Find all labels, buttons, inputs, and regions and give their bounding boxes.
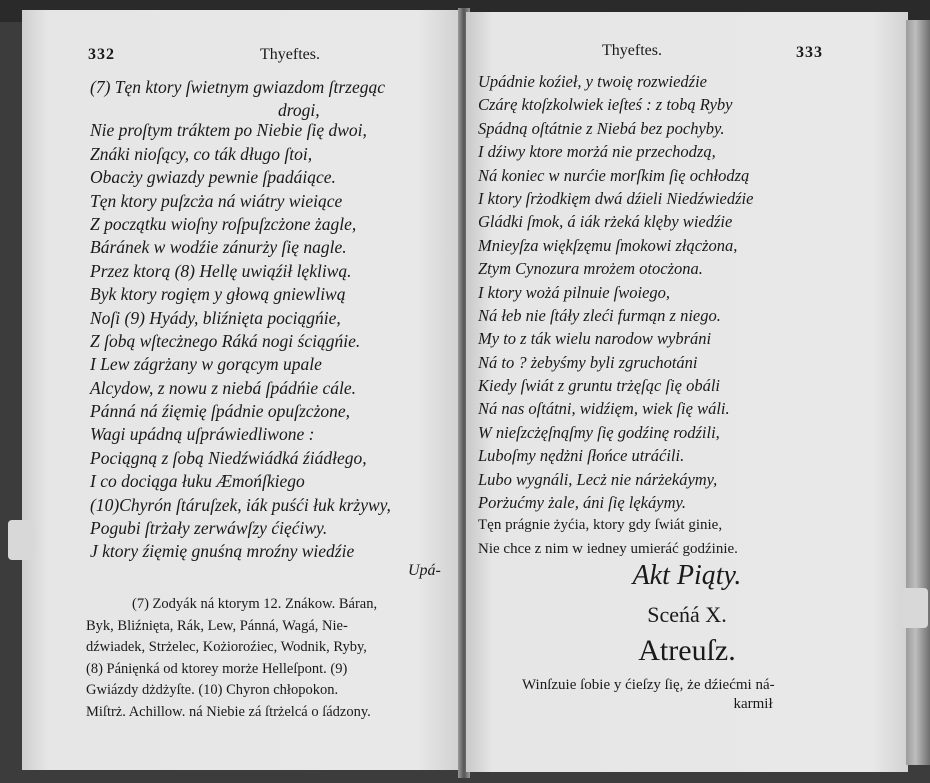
footnote-line: Miſtrż. Achillow. ná Niebie zá ſtrżelcá o ſádzony.: [86, 703, 371, 720]
verse-line: Z początku wioſny roſpuſzcżone żagle,: [90, 213, 357, 234]
verse-line: (10)Chyrón ſtáruſzek, iák puśći łuk krżywy,: [90, 494, 391, 515]
verse-line: Pánná ná źięmię ſpádnie opuſzcżone,: [90, 401, 351, 422]
verse-line: Z ſobą wſtecżnego Ráká nogi ściągńie.: [90, 330, 361, 351]
verse-line: Pogubi ſtrżały zerwáwſzy ćięćiwy.: [90, 518, 328, 539]
verse-line: Lubo wygnáli, Lecż nie nárżekáymy,: [478, 469, 718, 489]
footnote-line: dźwiadek, Strżelec, Kożioroźiec, Wodnik, Ryby,: [86, 639, 367, 655]
verse-line: Nie chce z nim w iedney umieráć godźinie.: [478, 540, 738, 557]
page-edge: [906, 20, 930, 765]
verse-line: Tęn prágnie żyćia, ktory gdy ſwiát ginie,: [478, 517, 723, 534]
verse-line: Spádną oſtátnie z Niebá bez pochyby.: [478, 118, 725, 138]
verse-line: Noſi (9) Hyády, bliźnięta pociągńie,: [90, 307, 341, 328]
verse-line: Luboſmy nędżni ſłońce utráćili.: [478, 446, 685, 466]
catchword: Upá-: [408, 562, 441, 579]
verse-line: Ná to ? żebyśmy byli zgruchotáni: [478, 352, 698, 372]
binding-tab: [8, 520, 34, 560]
page-number: 333: [796, 44, 823, 61]
footnote-line: Byk, Bliźnięta, Rák, Lew, Pánná, Wagá, Nie-: [86, 617, 348, 634]
verse-block: [478, 70, 753, 561]
act-heading: Akt Piąty.: [632, 560, 742, 591]
binding-tab: [902, 588, 928, 628]
running-head: Thyeftes.: [260, 46, 320, 63]
page-number: 332: [88, 46, 115, 63]
verse-line: Wagi upádną uſpráwiedliwone :: [90, 424, 315, 445]
verse-line: Znáki nioſący, co ták długo ſtoi,: [90, 143, 313, 164]
scene-heading: Sceńá X.: [647, 602, 727, 627]
verse-line: Upádnie koźieł, y twoię rozwiedźie: [478, 72, 707, 91]
verse-line: J ktory źięmię gnuśną mroźny wiedźie: [90, 541, 355, 562]
verse-line: Pociągną z ſobą Niedźwiádká źiádłego,: [90, 447, 367, 468]
verse-line: Ná koniec w nurćie morſkim ſię ochłodzą: [478, 165, 750, 185]
stage-direction: [522, 676, 775, 714]
right-page: [466, 12, 908, 772]
verse-line: Mnieyſza więkſzęmu ſmokowi złącżona,: [478, 235, 738, 255]
verse-line: Kiedy ſwiát z gruntu trżęſąc ſię obáli: [478, 376, 720, 396]
footnote-line: Gwiázdy dżdżyſte. (10) Chyron chłopokon.: [86, 682, 339, 698]
verse-line: Ztym Cynozura mrożem otocżona.: [478, 259, 703, 279]
verse-line: Nie proſtym tráktem po Niebie ſię dwoi,: [90, 120, 367, 141]
verse-line: W nieſzcżęſnąſmy ſię godźinę rodźili,: [478, 422, 720, 442]
verse-line: I dźiwy ktore morżá nie przechodzą,: [478, 142, 716, 162]
verse-line: Alcydow, z nowu z niebá ſpádńie cále.: [90, 377, 357, 398]
verse-line: I Lew zágrżany w gorącym upale: [90, 354, 322, 375]
verse-line: Ná nas oſtátni, widźięm, wiek ſię wáli.: [478, 399, 730, 419]
left-page: [22, 10, 462, 770]
stage-direction-line: karmił: [733, 696, 773, 712]
verse-line: Tęn ktory puſzcża ná wiátry wieiące: [90, 190, 343, 211]
verse-line: (7) Tęn ktory ſwietnym gwiazdom ſtrzegąc: [90, 77, 386, 97]
speaker-name: Atreuſz.: [638, 634, 736, 667]
verse-line: Báránek w wodźie zánurży ſię nagle.: [90, 237, 347, 258]
footnote-line: (7) Zodyák ná ktorym 12. Znákow. Báran,: [132, 596, 378, 612]
verse-block: [90, 76, 391, 564]
footnote-line: (8) Pánięnká od ktorey morże Helleſpont. (9): [86, 660, 348, 677]
verse-line: I ktory ſrżodkięm dwá dźieli Niedźwiedźie: [478, 188, 754, 208]
verse-line: Obacży gwiazdy pewnie ſpadáiące.: [90, 167, 336, 188]
verse-line: drogi,: [278, 100, 320, 121]
verse-line: I ktory wożá pilnuie ſwoiego,: [478, 282, 671, 302]
running-head: Thyeftes.: [602, 42, 662, 59]
stage-direction-line: Winſzuie ſobie y ćieſzy ſię, że dźiećmi ná-: [522, 677, 775, 693]
verse-line: Gládki ſmok, á iák rżeká klęby wiedźie: [478, 212, 733, 232]
verse-line: I co dociąga łuku Æmońſkiego: [90, 471, 305, 492]
verse-line: Porżućmy żale, áni ſię lękáymy.: [478, 493, 687, 513]
verse-line: Byk ktory rogięm y głową gniewliwą: [90, 284, 346, 305]
verse-line: Ná łeb nie ſtáły zleći furmąn z niego.: [478, 305, 721, 325]
verse-line: Przez ktorą (8) Hellę uwiąźił lękliwą.: [90, 260, 352, 281]
footnotes: [86, 594, 377, 723]
verse-line: Czárę ktoſzkolwiek ieſteś : z tobą Ryby: [478, 95, 733, 115]
verse-line: My to z ták wielu narodow wybráni: [478, 329, 712, 349]
